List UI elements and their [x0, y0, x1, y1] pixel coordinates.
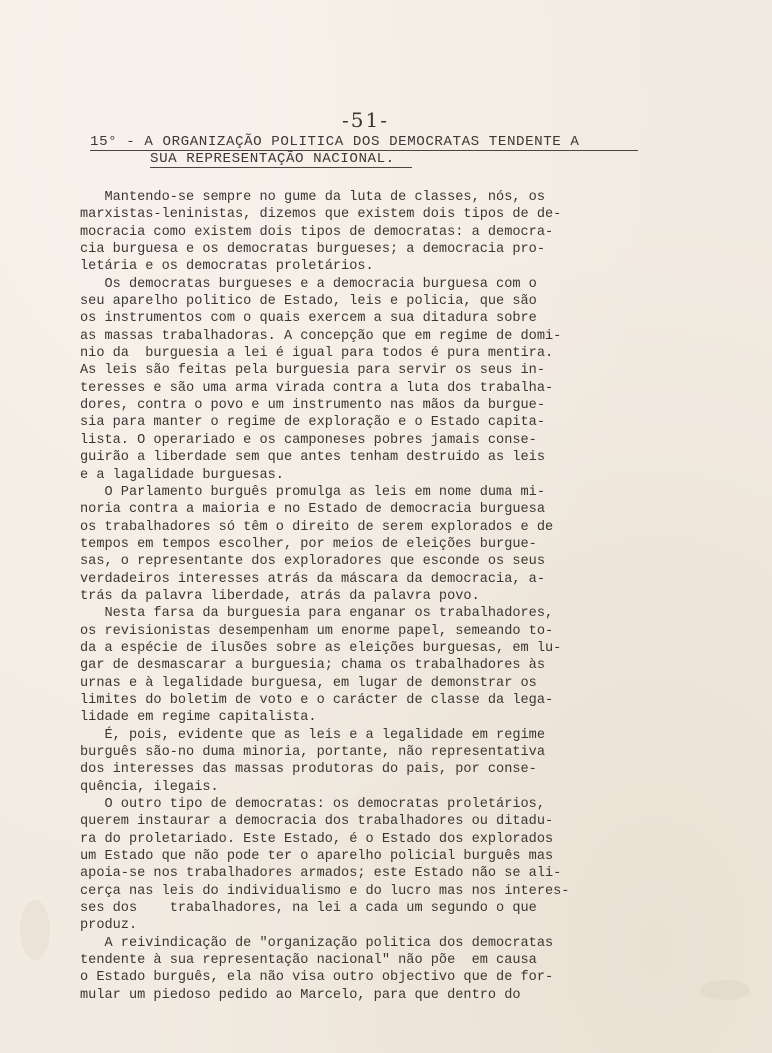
heading-line-1: 15° - A ORGANIZAÇÃO POLITICA DOS DEMOCRATAS TENDENTE A	[90, 134, 638, 151]
text-line: nio da burguesia a lei é igual para todos é pura mentira.	[80, 346, 554, 362]
text-line: sia para manter o regime de exploração e o Estado capita-	[80, 415, 545, 431]
text-line: Nesta farsa da burguesia para enganar os trabalhadores,	[80, 606, 554, 622]
text-line: tempos em tempos escolher, por meios de eleições burgue-	[80, 536, 537, 552]
text-line: cia burguesa e os democratas burgueses; a democracia pro-	[80, 242, 545, 258]
section-heading	[90, 134, 650, 168]
paper-stain	[700, 980, 750, 1000]
text-line: produz.	[80, 918, 138, 934]
text-line: O outro tipo de democratas: os democratas proletários,	[80, 797, 545, 813]
text-line: da a espécie de ilusões sobre as eleições burguesas, em lu-	[80, 640, 562, 656]
text-line: Os democratas burgueses e a democracia burguesa com o	[80, 276, 537, 292]
text-line: É, pois, evidente que as leis e a legalidade em regime	[80, 727, 545, 743]
text-line: e a lagalidade burguesas.	[80, 467, 284, 483]
text-line: sas, o representante dos exploradores que esconde os seus	[80, 554, 545, 570]
text-line: trás da palavra liberdade, atrás da palavra povo.	[80, 588, 480, 604]
text-line: tendente à sua representação nacional" não põe em causa	[80, 953, 537, 969]
text-line: cerça nas leis do individualismo e do lucro mas nos interes-	[80, 883, 570, 899]
text-line: O Parlamento burguês promulga as leis em nome duma mi-	[80, 484, 545, 500]
body-text	[80, 189, 680, 1004]
text-line: lidade em regime capitalista.	[80, 710, 317, 726]
text-line: os trabalhadores só têm o direito de serem explorados e de	[80, 519, 554, 535]
text-line: limites do boletim de voto e o carácter de classe da lega-	[80, 692, 554, 708]
text-line: Mantendo-se sempre no gume da luta de classes, nós, os	[80, 190, 545, 205]
text-line: os instrumentos com o quais exercem a sua ditadura sobre	[80, 311, 537, 327]
text-line: as massas trabalhadoras. A concepção que em regime de domi-	[80, 328, 562, 344]
text-line: As leis são feitas pela burguesia para servir os seus in-	[80, 363, 545, 379]
text-line: verdadeiros interesses atrás da máscara da democracia, a-	[80, 571, 545, 587]
text-line: dos interesses das massas produtoras do pais, por conse-	[80, 762, 537, 778]
text-line: mocracia como existem dois tipos de democratas: a democra-	[80, 224, 554, 240]
paper-stain	[20, 900, 50, 960]
text-line: quência, ilegais.	[80, 779, 219, 795]
text-line: seu aparelho politico de Estado, leis e policia, que são	[80, 294, 537, 310]
text-line: os revisionistas desempenham um enorme papel, semeando to-	[80, 623, 554, 639]
text-line: ra do proletariado. Este Estado, é o Estado dos explorados	[80, 831, 554, 847]
text-line: marxistas-leninistas, dizemos que existem dois tipos de de-	[80, 207, 562, 223]
text-line: teresses e são uma arma virada contra a luta dos trabalha-	[80, 380, 554, 396]
text-line: guirão a liberdade sem que antes tenham destruido as leis	[80, 450, 545, 466]
text-line: ses dos trabalhadores, na lei a cada um segundo o que	[80, 901, 537, 917]
text-line: dores, contra o povo e um instrumento nas mãos da burgue-	[80, 398, 545, 414]
text-line: mular um piedoso pedido ao Marcelo, para que dentro do	[80, 987, 521, 1003]
text-line: letária e os democratas proletários.	[80, 259, 374, 275]
text-line: noria contra a maioria e no Estado de democracia burguesa	[80, 502, 545, 518]
text-line: o Estado burguês, ela não visa outro objectivo que de for-	[80, 970, 554, 986]
text-line: urnas e à legalidade burguesa, em lugar de demonstrar os	[80, 675, 537, 691]
text-line: querem instaurar a democracia dos trabalhadores ou ditadu-	[80, 814, 554, 830]
text-line: burguês são-no duma minoria, portante, não representativa	[80, 745, 545, 760]
text-line: apoia-se nos trabalhadores armados; este Estado não se ali-	[80, 866, 562, 882]
heading-line-2: SUA REPRESENTAÇÃO NACIONAL.	[150, 151, 412, 168]
text-line: A reivindicação de "organização politica dos democratas	[80, 935, 554, 951]
page-number: -51-	[342, 108, 389, 132]
text-line: um Estado que não pode ter o aparelho policial burguês mas	[80, 849, 554, 865]
text-line: gar de desmascarar a burguesia; chama os trabalhadores às	[80, 658, 545, 674]
text-line: lista. O operariado e os camponeses pobres jamais conse-	[80, 432, 537, 448]
